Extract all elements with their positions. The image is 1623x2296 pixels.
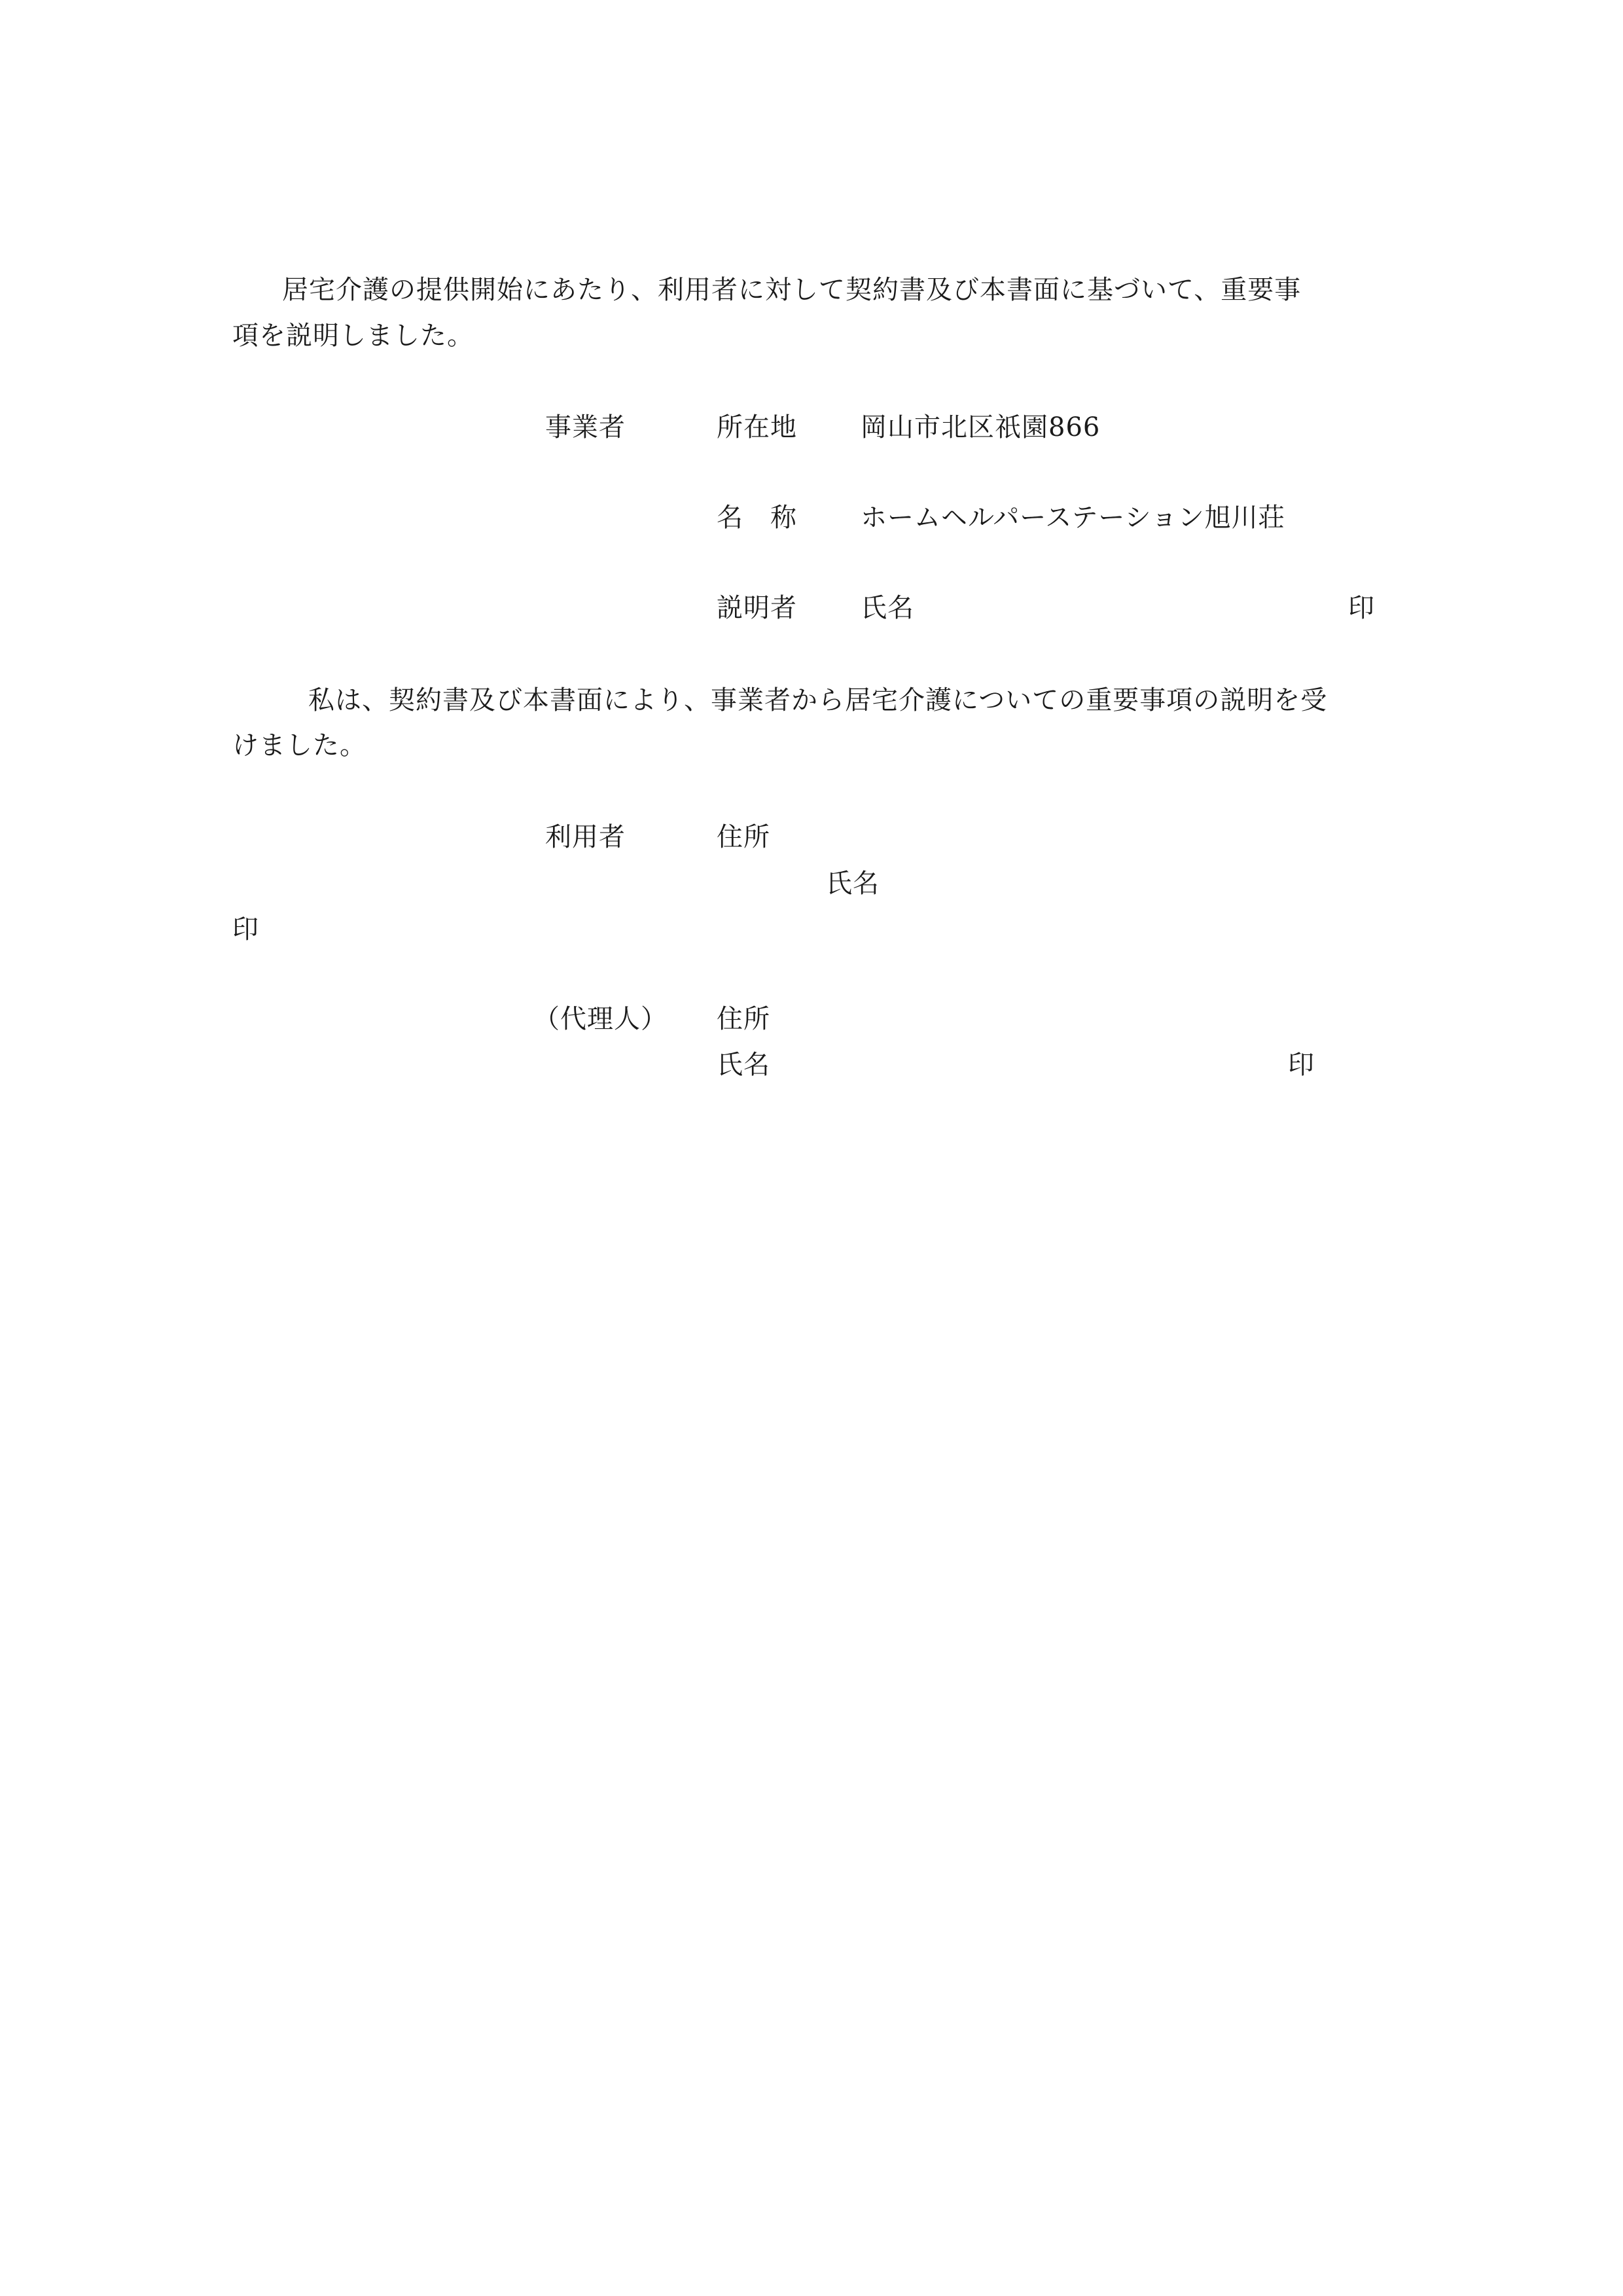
provider-seal: 印 xyxy=(1348,593,1375,623)
proxy-address-label: 住所 xyxy=(717,1004,770,1034)
provider-heading: 事業者 xyxy=(545,412,626,442)
statement-1-line-2: 項を説明しました。 xyxy=(232,321,474,351)
user-address-label: 住所 xyxy=(717,822,770,852)
provider-name-value: ホームヘルパーステーション旭川荘 xyxy=(861,503,1285,533)
provider-address-label: 所在地 xyxy=(717,412,797,442)
user-seal: 印 xyxy=(232,914,259,944)
statement-2-line-1: 私は、契約書及び本書面により、事業者から居宅介護についての重要事項の説明を受 xyxy=(281,685,1328,715)
proxy-seal: 印 xyxy=(1288,1050,1315,1080)
provider-explainer-label: 説明者 xyxy=(717,593,797,623)
statement-2-line-2: けました。 xyxy=(232,730,366,761)
user-heading: 利用者 xyxy=(545,822,626,852)
proxy-name-label: 氏名 xyxy=(717,1050,770,1080)
provider-name-label: 名 称 xyxy=(717,503,797,533)
user-name-label: 氏名 xyxy=(826,869,880,899)
provider-address-value: 岡山市北区祇園866 xyxy=(861,412,1101,442)
provider-explainer-name-label: 氏名 xyxy=(861,593,914,623)
proxy-heading: （代理人） xyxy=(533,1004,668,1034)
statement-1-line-1: 居宅介護の提供開始にあたり、利用者に対して契約書及び本書面に基づいて、重要事 xyxy=(255,275,1302,305)
